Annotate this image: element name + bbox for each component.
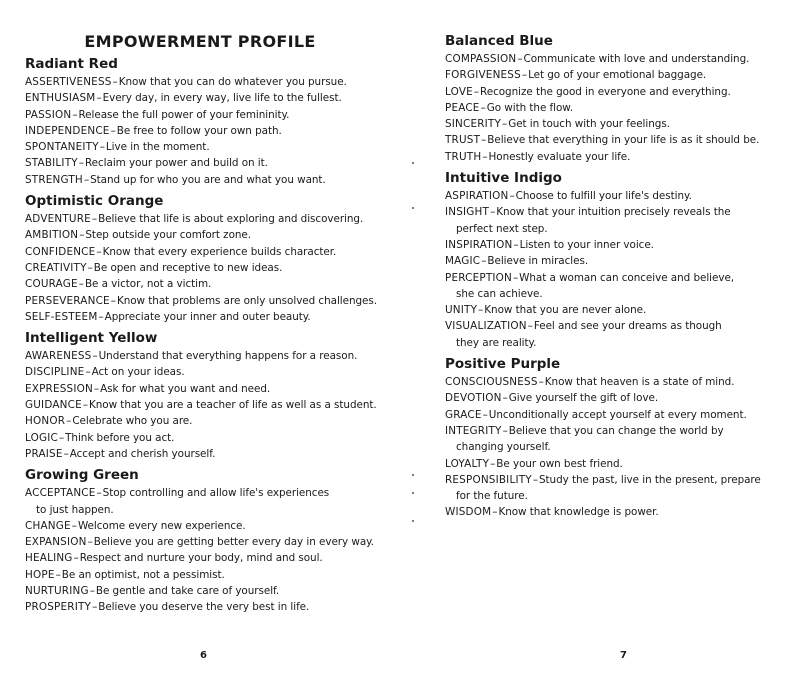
entry <box>25 211 385 227</box>
entry-term: HONOR <box>25 415 66 428</box>
entry-dash: – <box>521 69 528 82</box>
entry-term: LOVE <box>445 85 473 98</box>
entry-text: Every day, in every way, live life to the fullest. <box>102 92 342 105</box>
entry-text: Believe you are getting better every day in every way. <box>93 536 375 549</box>
entry-text: Go with the flow. <box>486 101 574 114</box>
entry-term: FORGIVENESS <box>445 69 521 82</box>
entry <box>445 132 795 148</box>
entry <box>25 430 385 446</box>
section-heading: Radiant Red <box>25 56 118 72</box>
entry-dash: – <box>112 76 118 88</box>
entry-text: Know that every experience builds character. <box>102 245 337 258</box>
entry-dash: – <box>110 124 116 137</box>
entry-term: COMPASSION <box>445 53 517 65</box>
entry-dash: – <box>532 473 538 486</box>
entry-term: ENTHUSIASM <box>25 92 96 105</box>
scan-speck <box>412 520 414 522</box>
entry-text: Communicate with love and understanding. <box>523 53 750 65</box>
entry-text: Be a victor, not a victim. <box>84 278 212 291</box>
entry-text: Know that you are never alone. <box>484 304 647 317</box>
entry-text-continued: perfect next step. <box>456 222 548 235</box>
entry-dash: – <box>517 53 523 65</box>
entry-dash: – <box>92 601 98 614</box>
scan-speck <box>412 492 414 494</box>
entry-dash: – <box>512 271 519 284</box>
entry-term: PEACE <box>445 101 480 114</box>
entry <box>25 413 385 429</box>
entry-dash: – <box>92 350 98 363</box>
entry-dash: – <box>99 141 105 154</box>
entry-term: LOGIC <box>25 431 58 444</box>
entry-text: Recognize the good in everyone and everything. <box>480 85 731 98</box>
entry <box>445 270 795 303</box>
page-title: EMPOWERMENT PROFILE <box>84 32 316 51</box>
section <box>25 329 385 462</box>
entry-text: Believe that everything in your life is as it should be. <box>487 134 760 147</box>
entry-text: Respect and nurture your body, mind and soul. <box>79 552 323 565</box>
entry-text: Be open and receptive to new ideas. <box>93 261 283 274</box>
entry-term: GUIDANCE <box>25 399 82 412</box>
section <box>445 355 795 521</box>
entry-term: CONFIDENCE <box>25 245 96 258</box>
entry-term: PERSEVERANCE <box>25 294 110 307</box>
entry-dash: – <box>538 376 544 389</box>
entry-text: Know that you can do whatever you pursue. <box>118 76 347 88</box>
scan-speck <box>412 162 414 164</box>
entry-dash: – <box>527 320 533 333</box>
entry-text: Be your own best friend. <box>496 457 623 470</box>
entry-dash: – <box>96 487 102 500</box>
entry-term: DISCIPLINE <box>25 366 85 379</box>
entry <box>25 485 385 518</box>
entry-text: Know that problems are only unsolved challenges. <box>116 294 378 307</box>
entry <box>445 374 795 390</box>
entry-text: Believe you deserve the very best in life. <box>98 601 310 614</box>
scan-speck <box>412 474 414 476</box>
entry-dash: – <box>66 415 72 428</box>
entry-dash: – <box>73 552 79 565</box>
entry-dash: – <box>78 278 84 291</box>
entry-term: NURTURING <box>25 585 89 598</box>
section <box>25 466 385 615</box>
section <box>445 169 795 351</box>
entry <box>25 172 385 188</box>
entry-text: Stand up for who you are and what you want. <box>90 173 326 186</box>
entry <box>445 423 795 456</box>
entry-term: PERCEPTION <box>445 271 512 284</box>
entry-dash: – <box>89 585 95 598</box>
entry <box>445 456 795 472</box>
entry-text-continued: they are reality. <box>456 336 537 349</box>
entry-text: Think before you act. <box>65 431 175 444</box>
entry-text: Know that knowledge is power. <box>498 506 659 519</box>
entry-text: Release the full power of your femininity. <box>78 108 290 121</box>
entry-dash: – <box>96 245 102 258</box>
entry-text-continued: to just happen. <box>36 503 114 516</box>
entry-dash: – <box>78 157 84 170</box>
entry-term: TRUTH <box>445 150 482 163</box>
entry-dash: – <box>481 255 487 268</box>
entry <box>445 504 795 520</box>
entry <box>25 534 385 550</box>
entry-term: PROSPERITY <box>25 601 92 614</box>
entry <box>445 67 795 83</box>
entry <box>445 472 795 505</box>
entry <box>25 260 385 276</box>
entry-dash: – <box>71 519 77 532</box>
entry <box>445 84 795 100</box>
entry-text: Be an optimist, not a pessimist. <box>61 568 225 581</box>
entry-dash: – <box>481 134 487 147</box>
entry-term: LOYALTY <box>445 457 490 470</box>
entry <box>445 204 795 237</box>
entry-text: Act on your ideas. <box>91 366 185 379</box>
entry <box>25 155 385 171</box>
entry-term: ASPIRATION <box>445 190 509 203</box>
entry-dash: – <box>96 92 102 105</box>
entry-text: Get in touch with your feelings. <box>508 118 670 131</box>
entry-dash: – <box>502 392 508 405</box>
entry-term: EXPRESSION <box>25 382 93 395</box>
section <box>25 192 385 325</box>
entry-dash: – <box>72 108 78 121</box>
entry <box>25 364 385 380</box>
section-heading: Growing Green <box>25 467 139 484</box>
entry <box>25 123 385 139</box>
entry <box>445 116 795 132</box>
entry-term: TRUST <box>445 134 481 147</box>
entry-term: HOPE <box>25 568 55 581</box>
entry-text: Believe that you can change the world by <box>508 424 724 437</box>
entry <box>25 381 385 397</box>
entry-term: RESPONSIBILITY <box>445 473 532 486</box>
entry-text: Let go of your emotional baggage. <box>528 69 707 82</box>
entry-text: Ask for what you want and need. <box>100 382 271 395</box>
entry-text-continued: she can achieve. <box>456 287 543 300</box>
entry <box>25 74 385 90</box>
entry-dash: – <box>490 457 496 470</box>
entry-dash: – <box>482 408 488 421</box>
entry-term: HEALING <box>25 552 73 565</box>
entry <box>445 302 795 318</box>
entry-dash: – <box>63 447 69 460</box>
entry-text: Be free to follow your own path. <box>116 124 282 137</box>
entry-term: INSIGHT <box>445 206 490 219</box>
entry <box>25 397 385 413</box>
entry-text: Reclaim your power and build on it. <box>84 157 268 170</box>
entry-term: CREATIVITY <box>25 261 87 274</box>
entry <box>25 599 385 615</box>
entry <box>25 446 385 462</box>
entry-text: Choose to fulfill your life's destiny. <box>515 190 692 203</box>
entry <box>445 390 795 406</box>
entry-dash: – <box>82 399 88 412</box>
entry-text: What a woman can conceive and believe, <box>519 271 735 284</box>
entry-term: STRENGTH <box>25 173 83 186</box>
entry-term: SELF-ESTEEM <box>25 310 98 323</box>
entry <box>25 567 385 583</box>
entry-text: Feel and see your dreams as though <box>533 320 722 333</box>
entry <box>25 276 385 292</box>
entry-term: EXPANSION <box>25 536 87 549</box>
entry <box>25 90 385 106</box>
entry-dash: – <box>502 118 508 131</box>
entry <box>25 309 385 325</box>
entry-term: SPONTANEITY <box>25 141 99 154</box>
entry-text: Believe in miracles. <box>487 255 589 268</box>
entry-term: SINCERITY <box>445 118 502 131</box>
scan-speck <box>412 207 414 209</box>
entry-term: ASSERTIVENESS <box>25 76 112 88</box>
section-heading: Intuitive Indigo <box>445 170 562 187</box>
right-page <box>400 0 800 676</box>
entry-dash: – <box>110 294 116 307</box>
section-heading: Positive Purple <box>445 356 561 373</box>
entry <box>445 318 795 351</box>
entry-text: Know that your intuition precisely reveals the <box>496 206 731 219</box>
entry-term: INTEGRITY <box>445 424 502 437</box>
entry-dash: – <box>79 229 85 242</box>
entry-text: Live in the moment. <box>105 141 210 154</box>
entry-term: INDEPENDENCE <box>25 124 110 137</box>
entry <box>445 188 795 204</box>
entry-dash: – <box>473 85 480 98</box>
right-column <box>445 32 795 525</box>
entry-text: Celebrate who you are. <box>72 415 193 428</box>
section <box>25 55 385 188</box>
entry-dash: – <box>55 568 61 581</box>
entry-text-continued: changing yourself. <box>456 441 551 454</box>
section-heading: Optimistic Orange <box>25 193 164 210</box>
entry-dash: – <box>478 304 484 317</box>
entry <box>445 51 795 67</box>
entry <box>25 227 385 243</box>
entry <box>25 518 385 534</box>
left-column <box>25 55 385 620</box>
entry-text: Know that you are a teacher of life as well as a student. <box>89 399 377 412</box>
entry-dash: – <box>490 206 496 219</box>
entry-text: Stop controlling and allow life's experiences <box>102 487 330 500</box>
entry-term: AMBITION <box>25 229 79 242</box>
entry-dash: – <box>87 536 93 549</box>
entry-term: ACCEPTANCE <box>25 487 96 500</box>
entry-text: Listen to your inner voice. <box>519 238 654 251</box>
entry-term: VISUALIZATION <box>445 320 527 333</box>
entry-term: MAGIC <box>445 255 481 268</box>
entry-term: ADVENTURE <box>25 213 91 226</box>
entry-text: Study the past, live in the present, prepare <box>538 473 761 486</box>
entry-text: Give yourself the gift of love. <box>508 392 659 405</box>
entry <box>25 583 385 599</box>
entry <box>445 100 795 116</box>
entry-text: Know that heaven is a state of mind. <box>544 376 735 389</box>
entry-dash: – <box>91 213 98 226</box>
entry-dash: – <box>85 366 91 379</box>
entry-term: AWARENESS <box>25 350 92 363</box>
entry-dash: – <box>513 238 519 251</box>
entry-dash: – <box>93 382 100 395</box>
entry-term: COURAGE <box>25 278 78 291</box>
entry-dash: – <box>58 431 65 444</box>
entry-text: Honestly evaluate your life. <box>488 150 631 163</box>
entry-text: Accept and cherish yourself. <box>69 447 216 460</box>
entry <box>25 107 385 123</box>
entry-dash: – <box>83 173 90 186</box>
entry-dash: – <box>480 101 486 114</box>
section-heading: Intelligent Yellow <box>25 330 158 347</box>
entry-dash: – <box>87 261 93 274</box>
entry-dash: – <box>482 150 488 163</box>
page-number-right: 7 <box>620 650 627 661</box>
entry <box>25 550 385 566</box>
entry-text: Welcome every new experience. <box>77 519 246 532</box>
entry-dash: – <box>98 310 104 323</box>
entry-dash: – <box>509 190 515 203</box>
entry-text-continued: for the future. <box>456 490 528 503</box>
entry <box>445 237 795 253</box>
entry-term: STABILITY <box>25 157 78 170</box>
entry <box>445 253 795 269</box>
entry <box>25 348 385 364</box>
entry-term: INSPIRATION <box>445 238 513 251</box>
entry-term: CHANGE <box>25 519 71 532</box>
entry-term: UNITY <box>445 304 478 317</box>
entry <box>25 293 385 309</box>
entry <box>25 244 385 260</box>
entry <box>445 407 795 423</box>
entry-text: Understand that everything happens for a reason. <box>98 350 358 363</box>
entry-text: Unconditionally accept yourself at every moment. <box>488 408 747 421</box>
entry <box>445 149 795 165</box>
entry-term: DEVOTION <box>445 392 502 405</box>
entry-text: Step outside your comfort zone. <box>85 229 252 242</box>
entry-term: CONSCIOUSNESS <box>445 376 538 389</box>
page-number-left: 6 <box>200 650 207 661</box>
section <box>445 32 795 165</box>
entry <box>25 139 385 155</box>
entry-term: PRAISE <box>25 447 63 460</box>
entry-term: PASSION <box>25 108 72 121</box>
entry-term: WISDOM <box>445 506 492 519</box>
section-heading: Balanced Blue <box>445 33 553 49</box>
entry-text: Appreciate your inner and outer beauty. <box>104 310 311 323</box>
entry-dash: – <box>492 506 498 519</box>
entry-dash: – <box>502 424 508 437</box>
entry-term: GRACE <box>445 408 482 421</box>
entry-text: Be gentle and take care of yourself. <box>95 585 280 598</box>
entry-text: Believe that life is about exploring and discovering. <box>98 213 364 226</box>
